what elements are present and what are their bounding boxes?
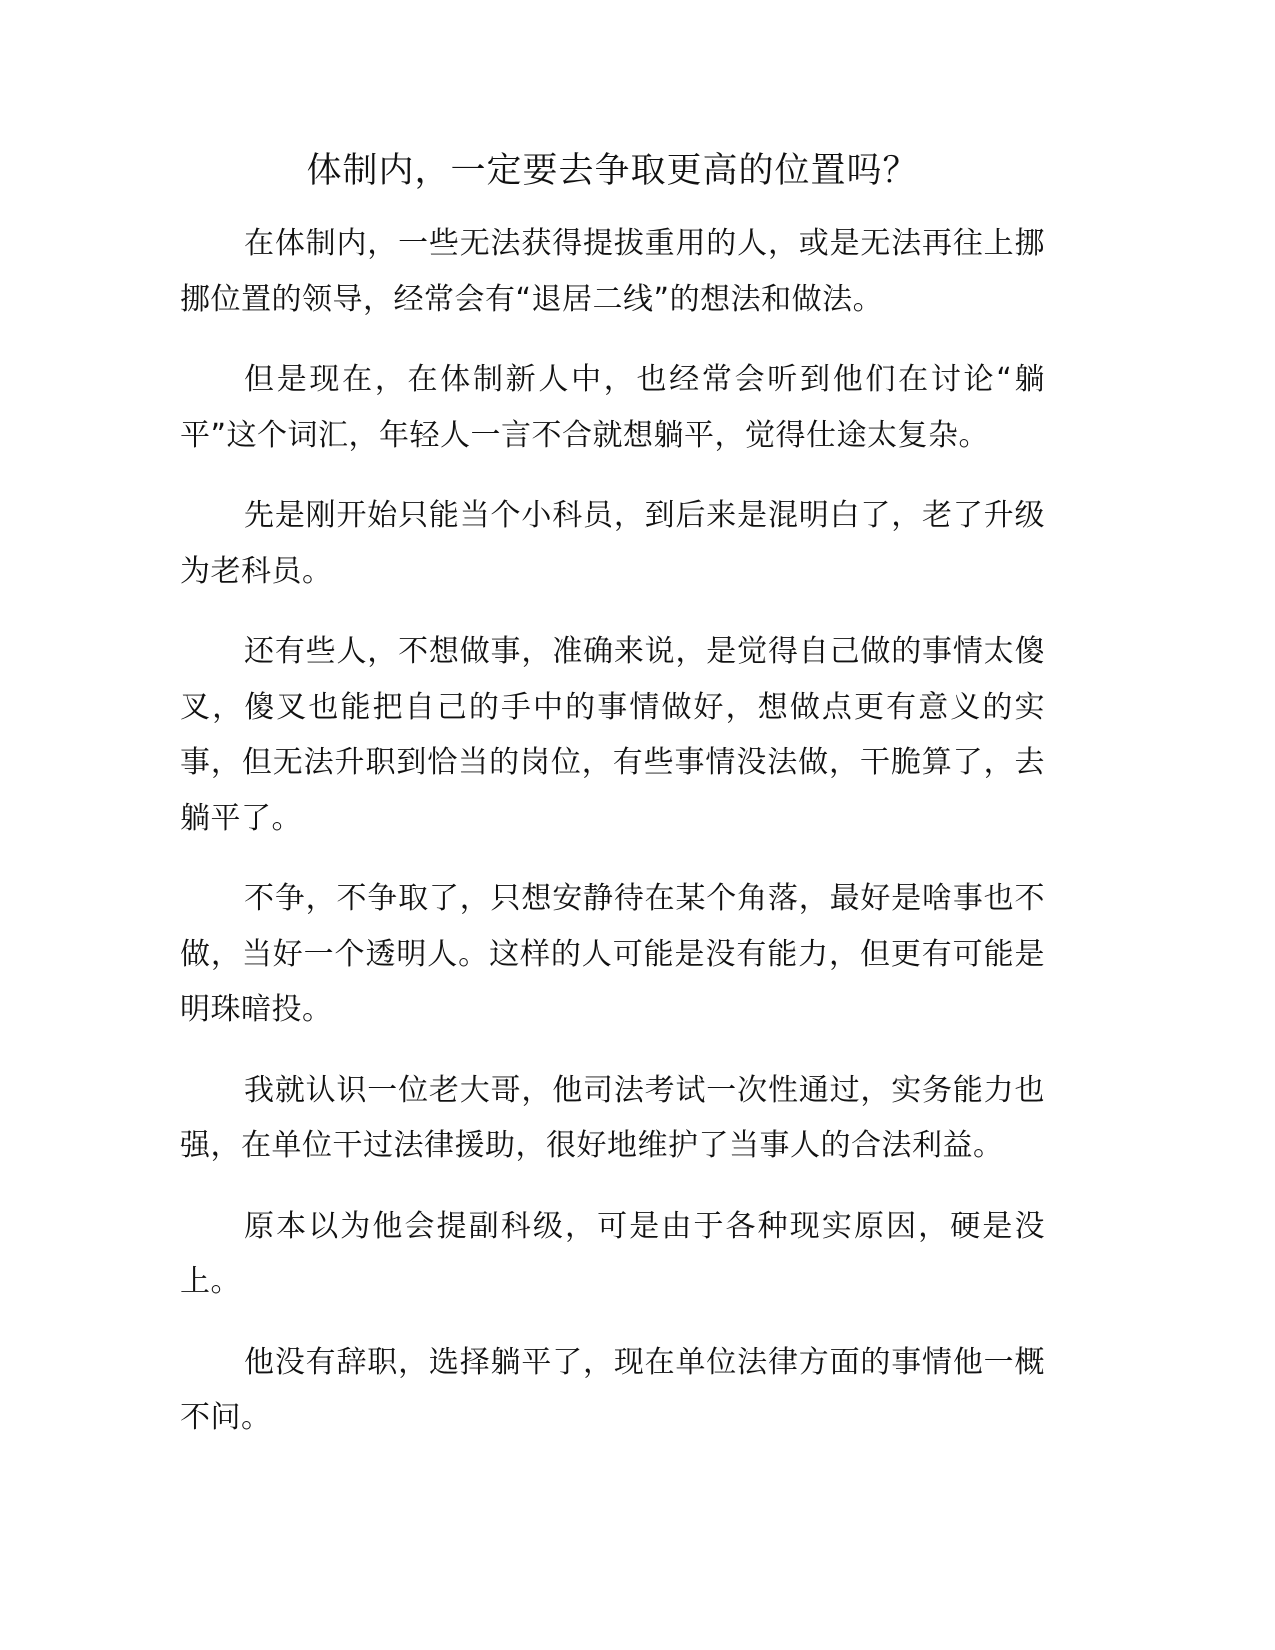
document-title: 体制内，一定要去争取更高的位置吗？: [306, 151, 919, 191]
paragraph: 不争，不争取了，只想安静待在某个角落，最好是啥事也不做，当好一个透明人。这样的人可能是没有能力，但更有可能是明珠暗投。: [180, 881, 1045, 1027]
paragraph: 但是现在，在体制新人中，也经常会听到他们在讨论“躺平”这个词汇，年轻人一言不合就想躺平，觉得仕途太复杂。: [180, 362, 1045, 453]
paragraph: 先是刚开始只能当个小科员，到后来是混明白了，老了升级为老科员。: [180, 498, 1045, 589]
paragraph: 我就认识一位老大哥，他司法考试一次性通过，实务能力也强，在单位干过法律援助，很好地维护了当事人的合法利益。: [180, 1072, 1045, 1163]
paragraph: 还有些人，不想做事，准确来说，是觉得自己做的事情太傻叉，傻叉也能把自己的手中的事情做好，想做点更有意义的实事，但无法升职到恰当的岗位，有些事情没法做，干脆算了，去躺平了。: [180, 634, 1045, 836]
paragraph: 在体制内，一些无法获得提拔重用的人，或是无法再往上挪挪位置的领导，经常会有“退居二线”的想法和做法。: [180, 226, 1045, 317]
document-body: [180, 216, 1045, 1471]
paragraph: 原本以为他会提副科级，可是由于各种现实原因，硬是没上。: [180, 1208, 1045, 1299]
paragraph: 他没有辞职，选择躺平了，现在单位法律方面的事情他一概不问。: [180, 1344, 1045, 1435]
